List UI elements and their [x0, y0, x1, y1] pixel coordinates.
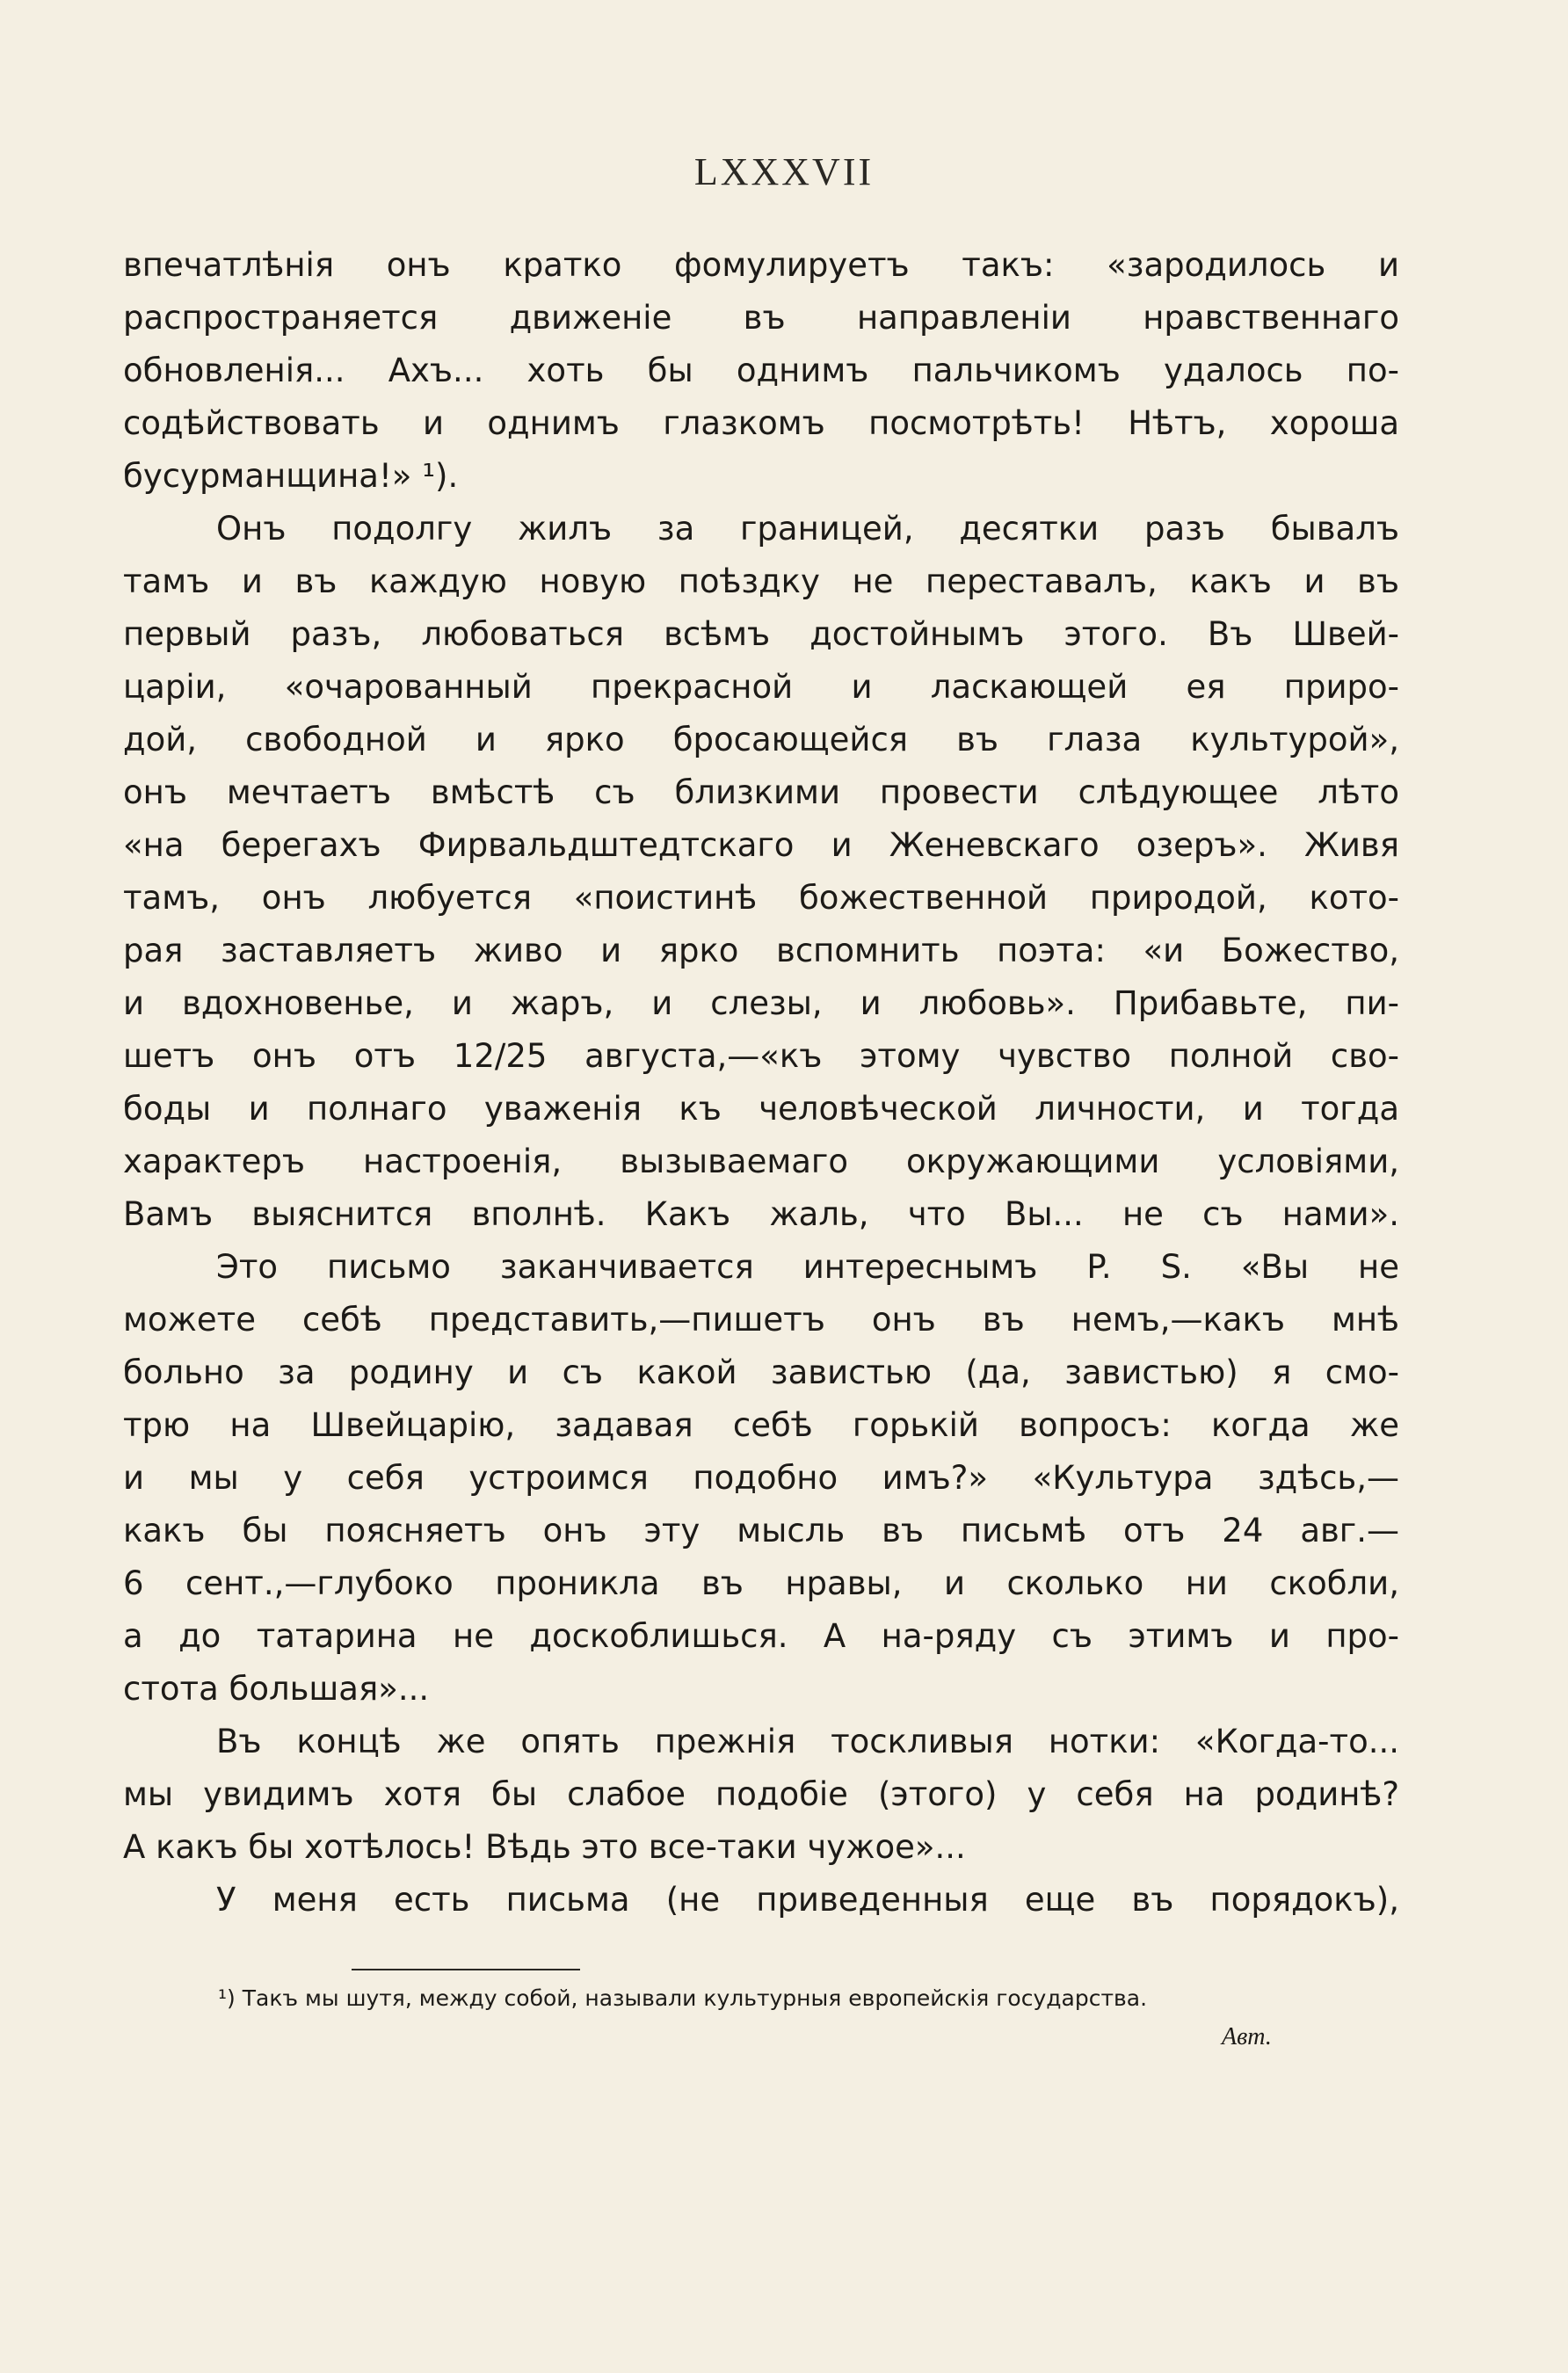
- text-line: содѣйствовать и однимъ глазкомъ посмотрѣть! Нѣтъ, хороша: [123, 404, 1399, 442]
- text-line: стота большая»...: [123, 1670, 430, 1708]
- paragraph-first-line: Въ концѣ же опять прежнія тоскливыя нотки: «Когда-то...: [216, 1723, 1399, 1760]
- footnote-divider: [352, 1969, 580, 1970]
- text-line: характеръ настроенія, вызываемаго окружающими условіями,: [123, 1143, 1399, 1180]
- text-line: тамъ, онъ любуется «поистинѣ божественной природой, кото-: [123, 879, 1399, 917]
- text-line: Вамъ выяснится вполнѣ. Какъ жаль, что Вы... не съ нами».: [123, 1195, 1399, 1233]
- paragraph-first-line: Онъ подолгу жилъ за границей, десятки разъ бывалъ: [216, 510, 1399, 548]
- text-line: бусурманщина!» ¹).: [123, 457, 459, 495]
- text-line: можете себѣ представить,—пишетъ онъ въ немъ,—какъ мнѣ: [123, 1301, 1399, 1339]
- text-line: распространяется движеніе въ направленіи нравственнаго: [123, 299, 1399, 337]
- text-line: и вдохновенье, и жаръ, и слезы, и любовь». Прибавьте, пи-: [123, 984, 1399, 1022]
- text-line: какъ бы поясняетъ онъ эту мысль въ письмѣ отъ 24 авг.—: [123, 1512, 1399, 1549]
- text-line: тамъ и въ каждую новую поѣздку не переставалъ, какъ и въ: [123, 562, 1399, 600]
- text-line: «на берегахъ Фирвальдштедтскаго и Женевскаго озеръ». Живя: [123, 826, 1399, 864]
- page-number: LXXXVII: [693, 150, 875, 193]
- text-line: дой, свободной и ярко бросающейся въ глаза культурой»,: [123, 721, 1399, 758]
- text-line: боды и полнаго уваженія къ человѣческой личности, и тогда: [123, 1090, 1399, 1128]
- text-line: и мы у себя устроимся подобно имъ?» «Культура здѣсь,—: [123, 1459, 1399, 1497]
- text-line: шетъ онъ отъ 12/25 августа,—«къ этому чувство полной сво-: [123, 1037, 1399, 1075]
- footnote: ¹) Такъ мы шутя, между собой, называли культурныя европейскія государства.: [218, 1985, 1148, 2011]
- text-line: царіи, «очарованный прекрасной и ласкающей ея приро-: [123, 668, 1399, 706]
- text-line: онъ мечтаетъ вмѣстѣ съ близкими провести слѣдующее лѣто: [123, 773, 1399, 811]
- paragraph-first-line: У меня есть письма (не приведенныя еще въ порядокъ),: [216, 1881, 1399, 1919]
- text-line: обновленія... Ахъ... хоть бы однимъ пальчикомъ удалось по-: [123, 352, 1399, 389]
- text-line: рая заставляетъ живо и ярко вспомнить поэта: «и Божество,: [123, 932, 1399, 969]
- text-line: А какъ бы хотѣлось! Вѣдь это все-таки чужое»...: [123, 1828, 966, 1866]
- paragraph-first-line: Это письмо заканчивается интереснымъ P. S. «Вы не: [216, 1248, 1399, 1286]
- text-line: впечатлѣнія онъ кратко фомулируетъ такъ: «зародилось и: [123, 246, 1399, 284]
- footnote-signature: Авт.: [1222, 2023, 1272, 2050]
- text-line: 6 сент.,—глубоко проникла въ нравы, и сколько ни скобли,: [123, 1564, 1399, 1602]
- text-line: мы увидимъ хотя бы слабое подобіе (этого) у себя на родинѣ?: [123, 1775, 1399, 1813]
- body-text: [123, 239, 1399, 1927]
- text-line: первый разъ, любоваться всѣмъ достойнымъ этого. Въ Швей-: [123, 615, 1399, 653]
- text-line: трю на Швейцарію, задавая себѣ горькій вопросъ: когда же: [123, 1406, 1399, 1444]
- text-line: больно за родину и съ какой завистью (да, завистью) я смо-: [123, 1353, 1399, 1391]
- text-line: а до татарина не доскоблишься. А на-ряду съ этимъ и про-: [123, 1617, 1399, 1655]
